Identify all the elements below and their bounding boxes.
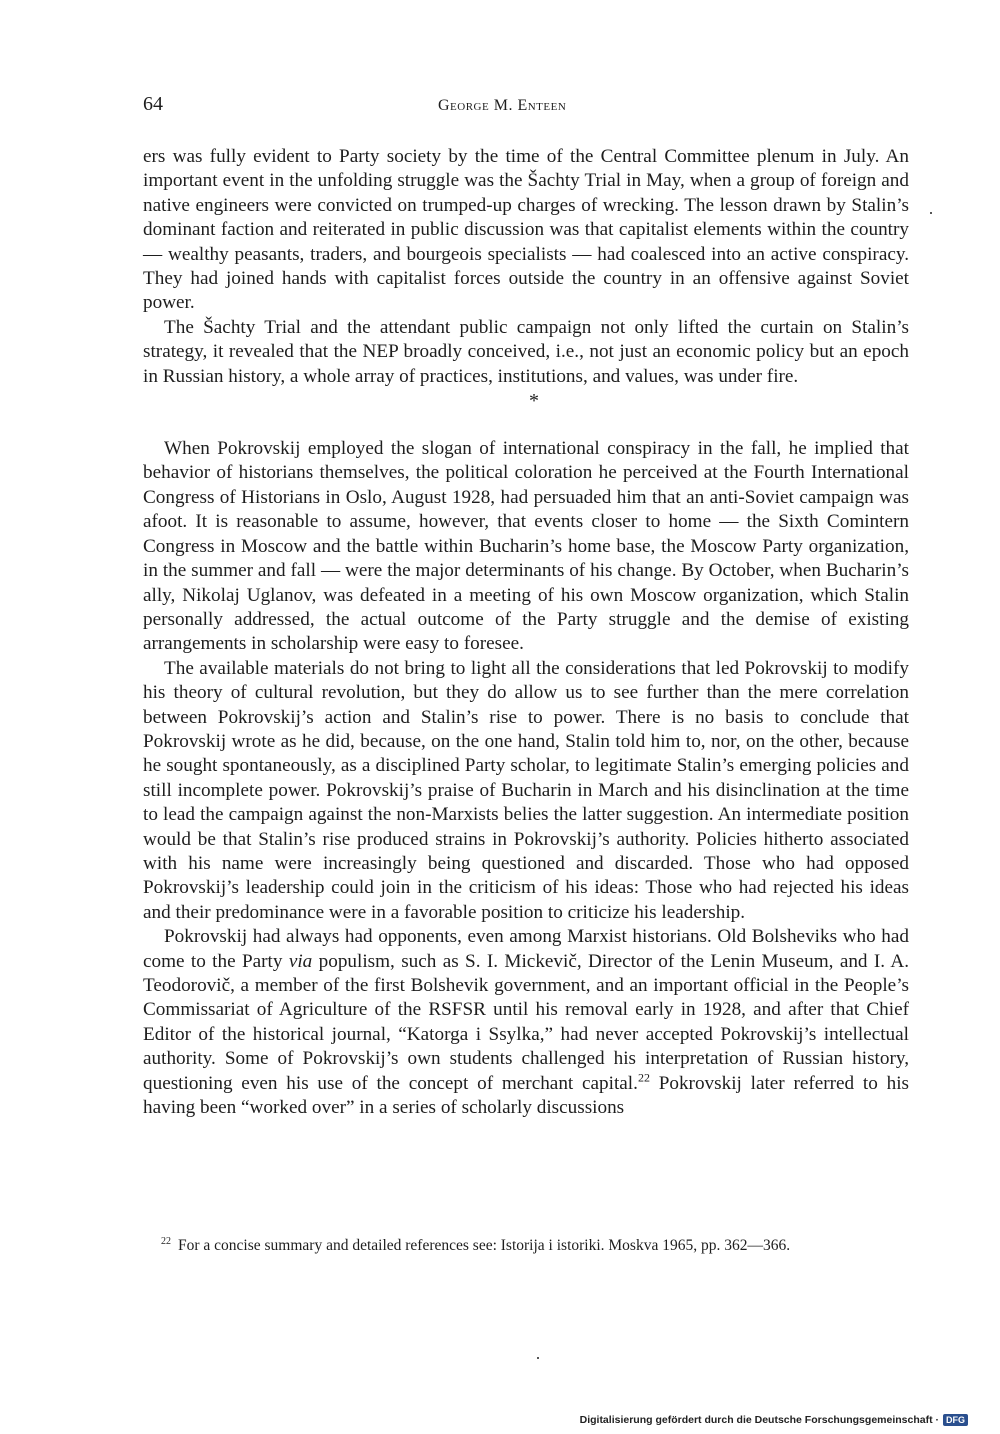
footnote	[161, 1236, 921, 1256]
page-number: 64	[143, 93, 163, 115]
paragraph-5-part-a: Pokrovskij had always had opponents, even among Marxist historians. Old Bolsheviks who had come to the Party	[143, 926, 909, 972]
paragraph-5-part-c: Pokrovskij later referred to his having been “worked over” in a series of scholarly discussions	[143, 1072, 909, 1119]
dfg-logo: DFG	[943, 1414, 968, 1426]
paragraph-5-part-b: populism, such as S. I. Mickevič, Director of the Lenin Museum, and I. A. Teodorovič, a member of the first Bolshevik government, and an important official in the People’s Commissariat of Agriculture of the RSFSR until his removal early in 1928, and after that Chief Editor of the historical journal, “Katorga i Ssylka,” had never accepted Pokrovskij’s intellectual authority. Some of Pokrovskij’s own students challenged his interpretation of Russian history, questioning even his use of the concept of merchant capital.	[143, 950, 909, 1094]
paragraph-1: ers was fully evident to Party society by the time of the Central Committee plenum in July. An important event in the unfolding struggle was the Šachty Trial in May, when a group of foreign and native engineers were convicted on trumped-up charges of wrecking. The lesson drawn by Stalin’s dominant faction and reiterated in public discussion was that capitalist elements within the country — wealthy peasants, traders, and bourgeois specialists — had coalesced into an active conspiracy. They had joined hands with capitalist forces outside the country in an offensive against Soviet power.	[143, 146, 909, 314]
paragraph-3: When Pokrovskij employed the slogan of international conspiracy in the fall, he implied that behavior of historians themselves, the political coloration he perceived at the Fourth International Congress of Historians in Oslo, August 1928, had persuaded him that an anti-Soviet campaign was afoot. It is reasonable to assume, however, that events closer to home — the Sixth Comintern Congress in Moscow and the battle within Bucharin’s home base, the Moscow Party organization, in the summer and fall — were the major determinants of his change. By October, when Bucharin’s ally, Nikolaj Uglanov, was defeated in a meeting of his own Moscow organization, which Stalin personally addressed, the actual outcome of the Party struggle and the demise of existing arrangements in scholarship were easy to foresee.	[143, 438, 909, 655]
paragraph-5	[143, 925, 909, 1120]
footnote-reference[interactable]: 22	[637, 1070, 650, 1085]
digitization-credit	[580, 1414, 968, 1426]
section-separator: *	[529, 390, 539, 413]
paragraph-2: The Šachty Trial and the attendant public campaign not only lifted the curtain on Stalin’s strategy, it revealed that the NEP broadly conceived, i.e., not just an economic policy but an epoch in Russian history, a whole array of practices, institutions, and values, was under fire.	[143, 316, 909, 387]
running-head: George M. Enteen	[438, 97, 567, 114]
body-text	[143, 145, 909, 1120]
italic-via: via	[288, 950, 313, 972]
scan-speck	[930, 212, 932, 214]
scan-speck	[537, 1357, 539, 1359]
footnote-number: 22	[161, 1235, 171, 1247]
paragraph-4: The available materials do not bring to light all the considerations that led Pokrovskij to modify his theory of cultural revolution, but they do allow us to see further than the mere correlation between Pokrovskij’s action and Stalin’s rise to power. There is no basis to conclude that Pokrovskij wrote as he did, because, on the one hand, Stalin told him to, nor, on the other, because he sought spontaneously, as a disciplined Party scholar, to legitimate Stalin’s emerging policies and still incomplete power. Pokrovskij’s praise of Bucharin in March and his disinclination at the time to lead the campaign against the non-Marxists belies the latter suggestion. An intermediate position would be that Stalin’s rise produced strains in Pokrovskij’s authority. Policies hitherto associated with his name were increasingly being questioned and discarded. Those who had opposed Pokrovskij’s leadership could join in the criticism of his ideas: Those who had rejected his ideas and their predominance were in a favorable position to criticize his leadership.	[143, 657, 909, 923]
footnote-text: For a concise summary and detailed references see: Istorija i istoriki. Moskva 1965, pp. 362—366.	[178, 1237, 791, 1254]
credit-text: Digitalisierung gefördert durch die Deutsche Forschungsgemeinschaft ·	[579, 1414, 939, 1426]
